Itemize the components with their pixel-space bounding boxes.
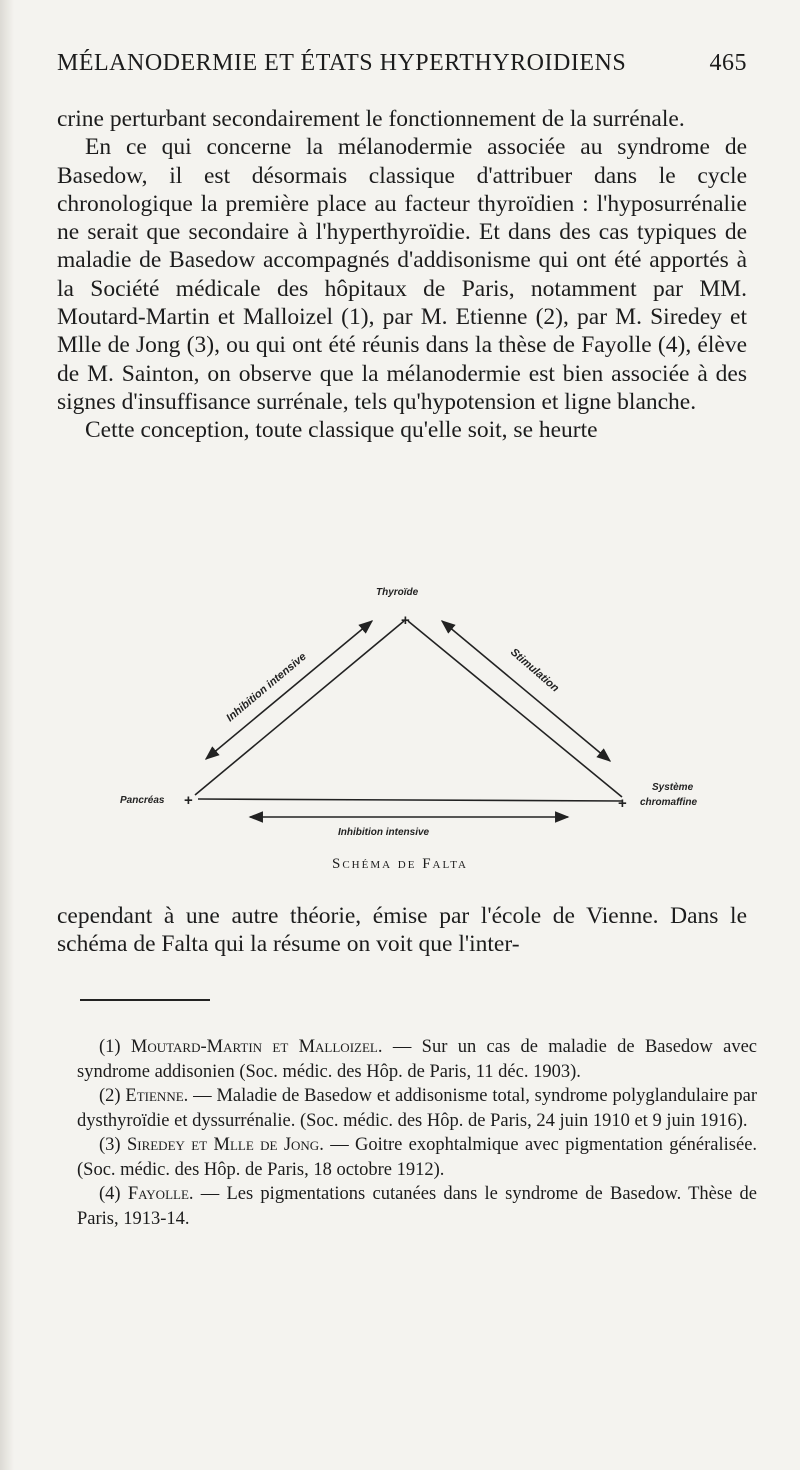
- footnotes: [77, 1035, 757, 1231]
- footnote: [77, 1035, 757, 1084]
- running-title: MÉLANODERMIE ET ÉTATS HYPERTHYROIDIENS: [57, 50, 627, 76]
- falta-schema-diagram: [110, 575, 750, 875]
- node-pancreas-label: Pancréas: [120, 795, 165, 806]
- footnote: [77, 1182, 757, 1231]
- paragraph: crine perturbant secondairement le fonctionnement de la surrénale.: [57, 106, 685, 132]
- footnote-number: (3): [99, 1135, 121, 1155]
- node-chromaffin-label-2: chromaffine: [640, 797, 698, 808]
- footnote-text: — Maladie de Basedow et addisonisme total, syndrome polyglandulaire par dysthyroïdie et dyssurrénalie. (Soc. médic. des Hôp. de Paris, 24 juin 1910 et 9 juin 1916).: [77, 1086, 758, 1131]
- plus-pancreas: +: [184, 792, 193, 809]
- plus-chromaffin: +: [618, 795, 627, 812]
- footnote-number: (1): [99, 1037, 121, 1057]
- footnote-number: (2): [99, 1086, 121, 1106]
- page-number: 465: [709, 50, 747, 76]
- footnote-text: — Les pigmentations cutanées dans le syndrome de Basedow. Thèse de Paris, 1913-14.: [77, 1184, 757, 1229]
- edge-thyroid-pancreas: [195, 621, 404, 795]
- edge-label-stimulation: Stimulation: [508, 646, 562, 695]
- footnote: [77, 1133, 757, 1182]
- edge-pancreas-chromaffin: [198, 799, 622, 801]
- footnote-authors: Etienne.: [125, 1086, 189, 1106]
- arrow-inhibition-left: [206, 621, 372, 759]
- paragraph: En ce qui concerne la mélanodermie associée au syndrome de Basedow, il est désormais classique d'attribuer dans le cycle chronologique la première place au facteur thyroïdien : l'hyposurrénalie ne serait que secondaire à l'hyperthyroïdie. Et dans des cas typiques de maladie de Basedow accompagnés d'addisonisme qui ont été apportés à la Société médicale des hôpitaux de Paris, notamment par MM. Moutard-Martin et Malloizel (1), par M. Etienne (2), par M. Siredey et Mlle de Jong (3), ou qui ont été réunis dans la thèse de Fayolle (4), élève de M. Sainton, on observe que la mélanodermie est bien associée à des signes d'insuffisance surrénale, tels qu'hypotension et ligne blanche.: [57, 134, 747, 415]
- node-thyroid-label: Thyroïde: [376, 587, 419, 598]
- node-chromaffin-label-1: Système: [652, 782, 694, 793]
- footnote-authors: Fayolle.: [127, 1184, 194, 1204]
- arrow-stimulation-right: [442, 621, 610, 761]
- edge-label-inhibition-bottom: Inhibition intensive: [338, 827, 430, 838]
- footnote-authors: Moutard-Martin et Malloizel.: [130, 1037, 383, 1057]
- body-text-bottom: [57, 902, 747, 959]
- figure-caption: Schéma de Falta: [331, 856, 468, 872]
- running-header: [57, 50, 747, 77]
- plus-thyroid: +: [401, 612, 410, 629]
- edge-label-inhibition-left: Inhibition intensive: [224, 650, 309, 725]
- footnote-text: — Sur un cas de maladie de Basedow avec syndrome addisonien (Soc. médic. des Hôp. de Paris, 11 déc. 1903).: [77, 1037, 757, 1082]
- footnote: [77, 1084, 757, 1133]
- footnote-authors: Siredey et Mlle de Jong.: [126, 1135, 324, 1155]
- paragraph: Cette conception, toute classique qu'elle soit, se heurte: [85, 417, 598, 444]
- footnote-text: — Goitre exophtalmique avec pigmentation généralisée. (Soc. médic. des Hôp. de Paris, 18 octobre 1912).: [77, 1135, 758, 1180]
- page-edge-shadow: [0, 0, 14, 1470]
- footnote-separator: [80, 999, 210, 1001]
- paragraph: cependant à une autre théorie, émise par l'école de Vienne. Dans le schéma de Falta qui la résume on voit que l'inter-: [57, 903, 747, 958]
- footnote-number: (4): [99, 1184, 121, 1204]
- body-text-top: [57, 105, 747, 445]
